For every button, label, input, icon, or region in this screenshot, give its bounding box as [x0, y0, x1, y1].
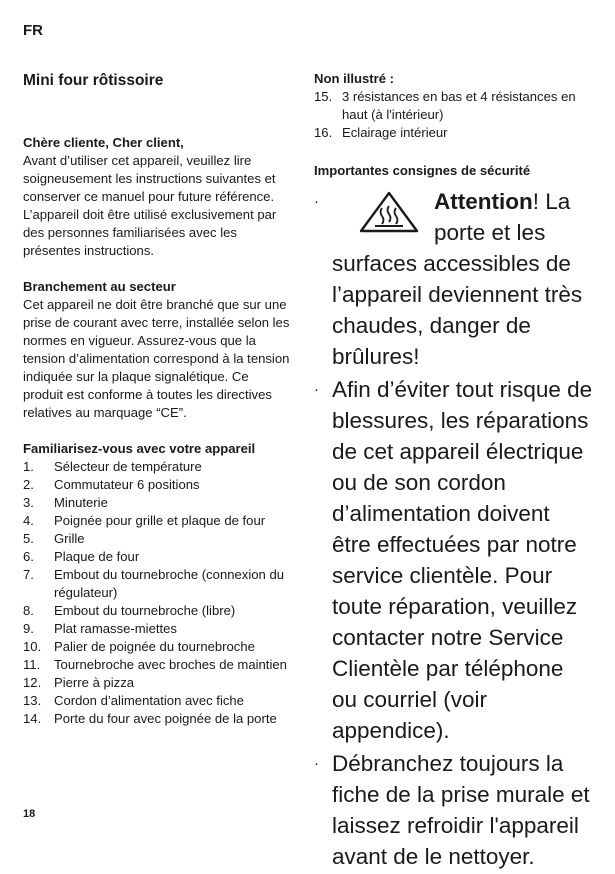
safety-item-text: Débranchez toujours la fiche de la prise murale et laissez refroidir l'appareil avant de le nettoyer. [332, 751, 590, 869]
attention-text: ! La porte et les surfaces accessibles de l’appareil deviennent très chaudes, danger de brûlures! [332, 189, 583, 369]
bullet: · [314, 193, 319, 210]
list-item-text: Embout du tournebroche (libre) [54, 603, 236, 618]
list-item-number: 14. [23, 711, 42, 726]
parts-heading: Familiarisez-vous avec votre appareil [23, 441, 256, 456]
list-item-number: 10. [23, 639, 42, 654]
list-item-text: Embout du tournebroche (connexion du régulateur) [54, 567, 285, 600]
list-item [23, 512, 291, 530]
right-column [314, 70, 594, 874]
safety-item-attention [314, 186, 594, 372]
greeting-heading: Chère cliente, Cher client, [23, 135, 184, 150]
list-item-text: Eclairage intérieur [342, 125, 448, 140]
attention-word: Attention [434, 189, 533, 214]
list-item-text: Minuterie [54, 495, 108, 510]
list-item-number: 4. [23, 513, 34, 528]
list-item-number: 8. [23, 603, 34, 618]
safety-item [314, 748, 594, 872]
list-item-number: 7. [23, 567, 34, 582]
connection-heading: Branchement au secteur [23, 279, 176, 294]
list-item-text: Porte du four avec poignée de la porte [54, 711, 277, 726]
not-shown-list [314, 88, 594, 142]
not-shown-heading: Non illustré : [314, 71, 395, 86]
list-item [23, 638, 291, 656]
list-item-number: 1. [23, 459, 34, 474]
connection-section [23, 278, 291, 422]
parts-section [23, 440, 291, 728]
list-item [23, 494, 291, 512]
page-number: 18 [23, 808, 36, 820]
list-item [23, 674, 291, 692]
bullet: · [314, 755, 319, 772]
list-item-number: 9. [23, 621, 34, 636]
list-item-number: 5. [23, 531, 34, 546]
list-item-text: Grille [54, 531, 85, 546]
list-item-number: 15. [314, 89, 333, 104]
list-item [23, 548, 291, 566]
list-item [23, 458, 291, 476]
list-item-text: Pierre à pizza [54, 675, 135, 690]
safety-item [314, 374, 594, 746]
list-item-text: Cordon d’alimentation avec fiche [54, 693, 244, 708]
list-item-number: 13. [23, 693, 42, 708]
left-column [23, 70, 291, 746]
list-item [23, 656, 291, 674]
list-item [23, 710, 291, 728]
list-item [23, 476, 291, 494]
safety-list [314, 186, 594, 872]
list-item [314, 88, 594, 124]
list-item [314, 124, 594, 142]
bullet: · [314, 381, 319, 398]
list-item-number: 16. [314, 125, 333, 140]
hot-surface-warning-icon [358, 190, 420, 234]
list-item-number: 2. [23, 477, 34, 492]
list-item-number: 6. [23, 549, 34, 564]
safety-heading: Importantes consignes de sécurité [314, 163, 531, 178]
list-item-number: 11. [23, 657, 41, 672]
list-item-number: 3. [23, 495, 34, 510]
list-item-text: Commutateur 6 positions [54, 477, 200, 492]
connection-text: Cet appareil ne doit être branché que sur une prise de courant avec terre, installée selon les normes en vigueur. Assurez-vous que la tension d’alimentation correspond à la tension indiquée sur la plaque signalétique. Ce produit est conforme à toutes les directives relatives au marquage “CE”. [23, 297, 290, 420]
list-item [23, 620, 291, 638]
language-label: FR [23, 22, 43, 39]
list-item [23, 530, 291, 548]
list-item-text: Sélecteur de température [54, 459, 202, 474]
greeting-section [23, 134, 291, 260]
list-item-text: Tournebroche avec broches de maintien [54, 657, 287, 672]
parts-list [23, 458, 291, 728]
list-item [23, 602, 291, 620]
list-item [23, 566, 291, 602]
list-item-text: Plaque de four [54, 549, 140, 564]
greeting-text: Avant d’utiliser cet appareil, veuillez lire soigneusement les instructions suivantes et conserver ce manuel pour future référence. L’appareil doit être utilisé exclusivement par des personnes familiarisées avec les présentes instructions. [23, 153, 277, 258]
list-item-number: 12. [23, 675, 42, 690]
list-item [23, 692, 291, 710]
list-item-text: Poignée pour grille et plaque de four [54, 513, 266, 528]
safety-item-text: Afin d’éviter tout risque de blessures, les réparations de cet appareil électrique ou de son cordon d’alimentation doivent être effectuées par notre service clientèle. Pour toute réparation, veuillez contacter notre Service Clientèle par téléphone ou courriel (voir appendice). [332, 377, 593, 743]
list-item-text: Palier de poignée du tournebroche [54, 639, 255, 654]
list-item-text: 3 résistances en bas et 4 résistances en haut (à l'intérieur) [342, 89, 576, 122]
page-title: Mini four rôtissoire [23, 72, 164, 89]
list-item-text: Plat ramasse-miettes [54, 621, 177, 636]
